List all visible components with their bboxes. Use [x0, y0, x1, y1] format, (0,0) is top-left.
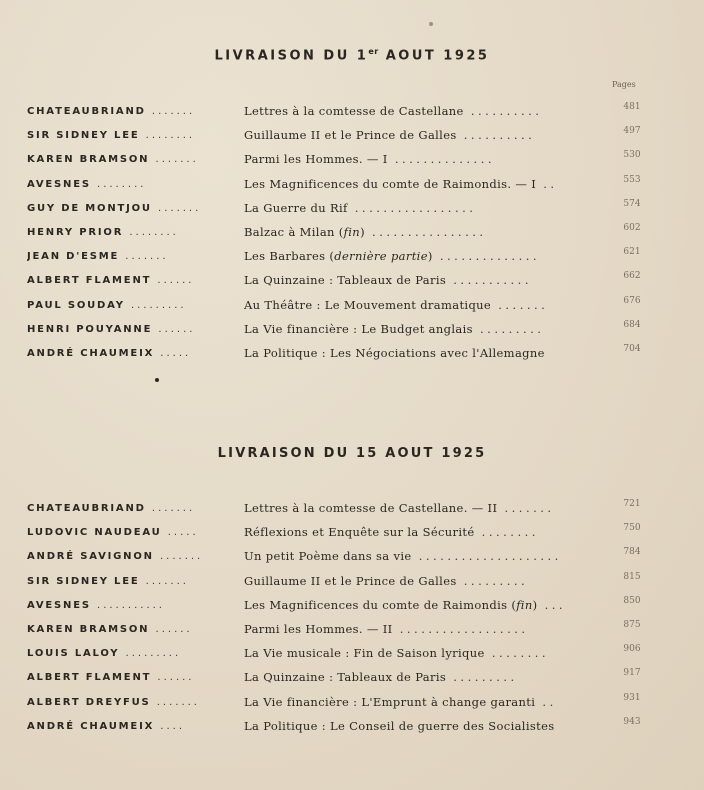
entry-page-number: 850 — [623, 595, 641, 606]
article-title: Réflexions et Enquête sur la Sécurité — [244, 525, 475, 540]
article-title: Balzac à Milan (fin) — [244, 225, 365, 239]
entry-page-number: 662 — [623, 271, 641, 282]
author-name: AVESNES — [27, 178, 91, 190]
entry-author — [27, 226, 232, 240]
entry-title — [244, 201, 614, 216]
entry-title — [244, 574, 614, 589]
entry-page-number: 906 — [623, 644, 641, 655]
article-title: Lettres à la comtesse de Castellane — [244, 104, 464, 118]
dot-leader: ......... — [446, 670, 518, 685]
section-heading-1 — [0, 47, 704, 63]
toc-entry — [0, 571, 704, 595]
entry-page-number: 917 — [623, 668, 641, 679]
dot-leader: .............. — [432, 249, 541, 264]
entry-author — [27, 323, 232, 337]
dot-leader: ................ — [364, 225, 487, 239]
entry-page-number: 704 — [623, 344, 641, 354]
entry-page-number: 684 — [623, 319, 641, 330]
entry-title — [244, 273, 614, 288]
dot-leader: ....... — [497, 501, 555, 515]
dot-leader: ... — [537, 597, 567, 612]
entry-author — [27, 105, 232, 119]
entry-title — [244, 622, 614, 637]
entry-author — [27, 550, 232, 564]
toc-entry — [0, 668, 704, 691]
dot-leader: ......... — [124, 299, 187, 311]
article-title: La Vie financière : L'Emprunt à change garanti — [244, 694, 536, 709]
article-title: La Guerre du Rif — [244, 200, 348, 215]
section-heading-tail: AOUT 1925 — [378, 48, 490, 64]
dot-leader: ....... — [119, 251, 169, 263]
dot-leader: .......... — [456, 128, 536, 143]
dot-leader: .............. — [387, 152, 496, 167]
entry-page-number: 621 — [623, 247, 641, 258]
dot-leader: ....... — [150, 696, 200, 708]
article-title: Au Théâtre : Le Mouvement dramatique — [244, 297, 492, 312]
entry-author — [27, 647, 232, 661]
entry-title — [244, 177, 614, 192]
author-name: KAREN BRAMSON — [27, 624, 150, 635]
section-heading-2: LIVRAISON DU 15 AOUT 1925 — [217, 446, 487, 461]
entry-title — [244, 646, 614, 661]
dot-leader: ........... — [446, 273, 532, 288]
entry-page-number: 815 — [623, 571, 641, 582]
dot-leader: .................. — [392, 622, 529, 636]
toc-entry — [0, 692, 704, 716]
entry-author — [27, 202, 232, 216]
author-name: ALBERT DREYFUS — [27, 696, 151, 708]
dot-leader: ........... — [90, 599, 165, 611]
section-heading-sup: er — [368, 47, 379, 56]
entry-title — [244, 249, 614, 264]
author-name: LOUIS LALOY — [27, 648, 120, 660]
entry-page-number: 943 — [623, 716, 641, 727]
entry-title — [244, 695, 614, 710]
author-name: ALBERT FLAMENT — [27, 672, 152, 684]
toc-entry — [0, 271, 704, 294]
dot-leader: ....... — [491, 297, 549, 312]
author-name: PAUL SOUDAY — [27, 299, 125, 311]
entry-author — [27, 153, 232, 167]
dot-leader: ..... — [154, 348, 192, 359]
entry-title — [244, 549, 614, 564]
italic-note: dernière partie — [334, 249, 428, 264]
entry-title — [244, 670, 614, 685]
dot-leader: ....... — [151, 202, 202, 214]
dot-leader: .................... — [411, 549, 562, 564]
dot-leader: ........ — [123, 227, 179, 238]
toc-entry — [0, 547, 704, 570]
toc-entry — [0, 247, 704, 270]
toc-entry — [0, 344, 704, 367]
dot-leader: ...... — [151, 672, 195, 684]
article-title: Lettres à la comtesse de Castellane. — II — [244, 501, 498, 515]
article-title: Guillaume II et le Prince de Galles — [244, 573, 457, 588]
entry-page-number: 676 — [623, 295, 641, 306]
entry-title — [244, 104, 614, 119]
dot-leader: ...... — [151, 275, 195, 287]
dot-leader: ....... — [153, 551, 204, 563]
toc-entry — [0, 150, 704, 173]
entry-page-number: 721 — [623, 499, 641, 509]
toc-entry — [0, 644, 704, 667]
author-name: HENRY PRIOR — [27, 227, 124, 238]
author-name: AVESNES — [27, 599, 91, 611]
article-title: La Quinzaine : Tableaux de Paris — [244, 670, 447, 685]
entry-author — [27, 274, 232, 288]
dot-leader: ........ — [90, 178, 147, 190]
article-title: Un petit Poème dans sa vie — [244, 549, 412, 564]
toc-entry — [0, 126, 704, 149]
dot-leader: ...... — [149, 624, 193, 635]
dot-leader: .. — [536, 176, 558, 191]
dot-leader: ......... — [472, 321, 545, 336]
author-name: ANDRÉ CHAUMEIX — [27, 348, 155, 359]
entry-author — [27, 623, 232, 637]
author-name: GUY DE MONTJOU — [27, 202, 152, 214]
entry-title — [244, 719, 614, 734]
article-title: La Vie musicale : Fin de Saison lyrique — [244, 646, 485, 661]
entry-page-number: 530 — [623, 150, 641, 161]
entry-page-number: 875 — [623, 620, 641, 630]
italic-note: fin — [343, 225, 361, 239]
entry-page-number: 784 — [623, 547, 641, 558]
entry-page-number: 574 — [623, 198, 641, 209]
entry-author — [27, 575, 232, 589]
entry-author — [27, 671, 232, 685]
dot-leader: ....... — [139, 575, 189, 587]
toc-entry — [0, 198, 704, 222]
entry-title — [244, 346, 614, 361]
article-title: La Politique : Les Négociations avec l'Allemagne — [244, 346, 545, 360]
toc-entry — [0, 174, 704, 198]
entry-page-number: 481 — [623, 102, 641, 112]
entry-author — [27, 178, 232, 192]
entry-title — [244, 128, 614, 143]
article-title: La Vie financière : Le Budget anglais — [244, 321, 473, 336]
entry-author — [27, 299, 232, 313]
toc-entry — [0, 223, 704, 246]
article-title: Les Magnificences du comte de Raimondis (fin) — [244, 597, 538, 612]
entry-author — [27, 696, 232, 710]
entry-title — [244, 322, 614, 337]
author-name: ANDRÉ CHAUMEIX — [27, 720, 155, 732]
dot-leader: ....... — [145, 503, 196, 514]
entry-title — [244, 525, 614, 540]
entry-page-number: 602 — [623, 223, 641, 233]
author-name: SIR SIDNEY LEE — [27, 575, 140, 587]
author-name: ALBERT FLAMENT — [27, 275, 152, 287]
toc-entry — [0, 523, 704, 546]
author-name: LUDOVIC NAUDEAU — [27, 527, 162, 539]
article-title: Parmi les Hommes. — I — [244, 152, 388, 167]
article-title: Les Magnificences du comte de Raimondis. — I — [244, 176, 537, 191]
entry-page-number: 750 — [623, 523, 641, 534]
toc-entry — [0, 620, 704, 643]
entry-title — [244, 225, 614, 240]
entry-title — [244, 598, 614, 613]
dot-leader: ......... — [456, 573, 529, 588]
entry-author — [27, 129, 232, 143]
toc-entry — [0, 499, 704, 522]
entry-author — [27, 250, 232, 264]
dot-leader: .... — [154, 720, 186, 732]
section-heading-text: LIVRAISON DU 1 — [214, 48, 369, 64]
author-name: CHATEAUBRIAND — [27, 106, 146, 117]
entry-page-number: 931 — [623, 692, 641, 703]
toc-entry — [0, 102, 704, 125]
author-name: ANDRÉ SAVIGNON — [27, 551, 154, 563]
entry-title — [244, 152, 614, 167]
toc-entry — [0, 295, 704, 319]
toc-entry — [0, 319, 704, 343]
entry-title — [244, 298, 614, 313]
dot-leader: ...... — [152, 323, 196, 335]
article-title: La Quinzaine : Tableaux de Paris — [244, 273, 447, 288]
entry-title — [244, 501, 614, 516]
dot-leader: ........ — [474, 525, 539, 540]
article-title: Les Barbares (dernière partie) — [244, 249, 433, 264]
entry-author — [27, 502, 232, 516]
article-title: Parmi les Hommes. — II — [244, 622, 393, 636]
author-name: KAREN BRAMSON — [27, 154, 150, 166]
ornament-dot — [155, 378, 159, 382]
dot-leader: ........ — [139, 130, 196, 142]
author-name: CHATEAUBRIAND — [27, 503, 146, 514]
italic-note: fin — [516, 597, 533, 612]
dot-leader: ........ — [484, 646, 550, 661]
dot-leader: ....... — [145, 106, 196, 117]
entry-author — [27, 599, 232, 613]
entry-author — [27, 526, 232, 540]
article-title: La Politique : Le Conseil de guerre des Socialistes — [244, 718, 555, 733]
entry-page-number: 553 — [623, 174, 641, 185]
dot-leader: ......... — [119, 648, 182, 660]
entry-author — [27, 720, 232, 734]
toc-entry — [0, 595, 704, 619]
pages-column-label: Pages — [612, 80, 636, 89]
dot-leader: ................. — [347, 200, 477, 215]
author-name: SIR SIDNEY LEE — [27, 130, 140, 142]
article-title: Guillaume II et le Prince de Galles — [244, 128, 457, 143]
author-name: HENRI POUYANNE — [27, 323, 153, 335]
entry-page-number: 497 — [623, 126, 641, 137]
toc-entry — [0, 716, 704, 740]
author-name: JEAN D'ESME — [27, 251, 120, 263]
dot-leader: .. — [535, 694, 557, 709]
print-speck — [429, 22, 433, 26]
dot-leader: .......... — [463, 104, 543, 118]
dot-leader: ....... — [149, 154, 199, 166]
dot-leader: ..... — [161, 527, 199, 539]
entry-author — [27, 347, 232, 361]
